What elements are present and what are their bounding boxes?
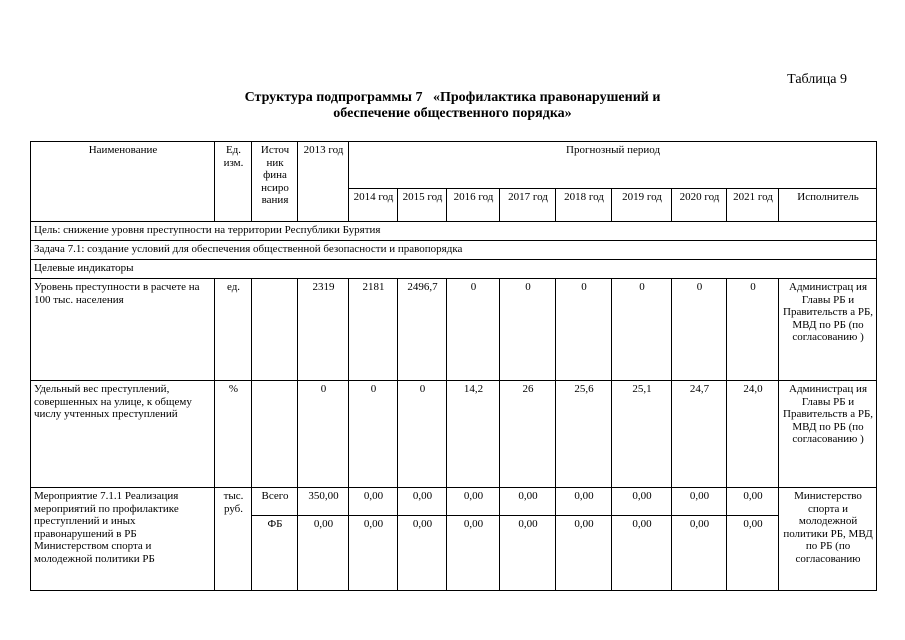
- row-value: 26: [500, 381, 556, 488]
- row-value: 24,7: [672, 381, 727, 488]
- row-name: Уровень преступности в расчете на 100 тыс. населения: [31, 279, 215, 381]
- document-title: [0, 90, 905, 122]
- measure-value: 0,00: [398, 516, 447, 591]
- row-unit: %: [215, 381, 252, 488]
- row-value: 25,1: [612, 381, 672, 488]
- row-value: 0: [398, 381, 447, 488]
- table-row: [31, 488, 877, 516]
- row-value: 24,0: [727, 381, 779, 488]
- row-value: 2319: [298, 279, 349, 381]
- goal-row: Цель: снижение уровня преступности на территории Республики Бурятия: [31, 222, 877, 241]
- measure-source: Всего: [252, 488, 298, 516]
- measure-value: 0,00: [349, 516, 398, 591]
- header-executor: Исполнитель: [779, 189, 877, 222]
- measure-value: 350,00: [298, 488, 349, 516]
- measure-name: Мероприятие 7.1.1 Реализация мероприятий по профилактике преступлений и иных правонарушений в РБ Министерством спорта и молодежной политики РБ: [31, 488, 215, 591]
- header-source: Источ ник фина нсиро вания: [252, 142, 298, 222]
- row-value: 0: [727, 279, 779, 381]
- header-year: 2016 год: [447, 189, 500, 222]
- measure-value: 0,00: [500, 516, 556, 591]
- measure-value: 0,00: [556, 516, 612, 591]
- measure-value: 0,00: [727, 488, 779, 516]
- measure-source: ФБ: [252, 516, 298, 591]
- header-year: 2021 год: [727, 189, 779, 222]
- indicators-label-row: Целевые индикаторы: [31, 260, 877, 279]
- header-year: 2017 год: [500, 189, 556, 222]
- measure-value: 0,00: [672, 488, 727, 516]
- row-source: [252, 279, 298, 381]
- row-value: 2181: [349, 279, 398, 381]
- title-line-2: обеспечение общественного порядка»: [333, 106, 572, 121]
- table-number: Таблица 9: [787, 72, 847, 87]
- measure-value: 0,00: [500, 488, 556, 516]
- row-value: 0: [672, 279, 727, 381]
- table-row: [31, 381, 877, 488]
- header-unit: Ед. изм.: [215, 142, 252, 222]
- measure-value: 0,00: [612, 516, 672, 591]
- title-line-1: Структура подпрограммы 7 «Профилактика правонарушений и: [244, 90, 661, 105]
- measure-value: 0,00: [556, 488, 612, 516]
- measure-value: 0,00: [447, 516, 500, 591]
- row-executor: Администрац ия Главы РБ и Правительств а РБ, МВД по РБ (по согласованию ): [779, 279, 877, 381]
- row-value: 0: [556, 279, 612, 381]
- row-value: 2496,7: [398, 279, 447, 381]
- header-year: 2015 год: [398, 189, 447, 222]
- header-year: 2019 год: [612, 189, 672, 222]
- measure-value: 0,00: [349, 488, 398, 516]
- row-executor: Администрац ия Главы РБ и Правительств а РБ, МВД по РБ (по согласованию ): [779, 381, 877, 488]
- header-name: Наименование: [31, 142, 215, 222]
- table-row: [31, 279, 877, 381]
- row-source: [252, 381, 298, 488]
- header-year: 2020 год: [672, 189, 727, 222]
- row-value: 0: [349, 381, 398, 488]
- measure-value: 0,00: [398, 488, 447, 516]
- row-value: 0: [500, 279, 556, 381]
- row-unit: ед.: [215, 279, 252, 381]
- row-value: 0: [447, 279, 500, 381]
- task-row: Задача 7.1: создание условий для обеспечения общественной безопасности и правопорядка: [31, 241, 877, 260]
- measure-value: 0,00: [447, 488, 500, 516]
- header-base-year: 2013 год: [298, 142, 349, 222]
- measure-value: 0,00: [672, 516, 727, 591]
- header-year: 2018 год: [556, 189, 612, 222]
- row-name: Удельный вес преступлений, совершенных на улице, к общему числу учтенных преступлений: [31, 381, 215, 488]
- row-value: 0: [612, 279, 672, 381]
- header-year: 2014 год: [349, 189, 398, 222]
- header-forecast-period: Прогнозный период: [349, 142, 877, 189]
- measure-value: 0,00: [727, 516, 779, 591]
- measure-value: 0,00: [612, 488, 672, 516]
- measure-unit: тыс. руб.: [215, 488, 252, 591]
- row-value: 25,6: [556, 381, 612, 488]
- row-value: 14,2: [447, 381, 500, 488]
- measure-value: 0,00: [298, 516, 349, 591]
- measure-executor: Министерство спорта и молодежной политики РБ, МВД по РБ (по согласованию: [779, 488, 877, 591]
- row-value: 0: [298, 381, 349, 488]
- subprogram-structure-table: [30, 141, 877, 591]
